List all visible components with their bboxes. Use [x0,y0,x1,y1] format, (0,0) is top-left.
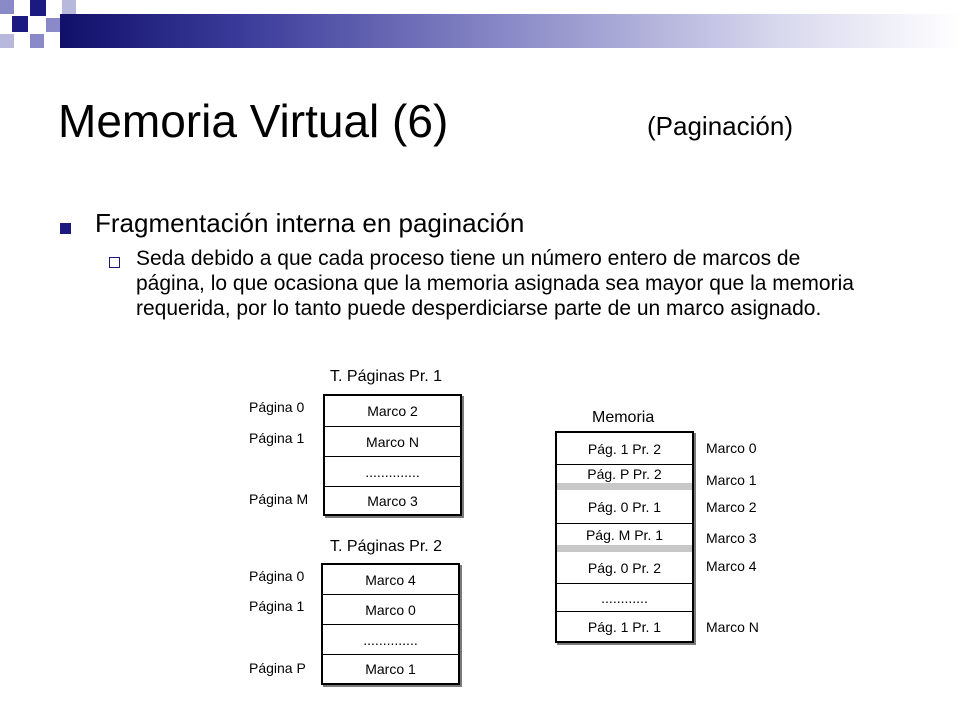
memory-cell: ............ [557,583,692,611]
table-cell: Marco 3 [325,486,460,514]
memory-cell: Pág. P Pr. 2 [557,464,692,483]
frame-label: Marco 4 [706,558,757,574]
memory-cell: Pág. 0 Pr. 2 [587,559,662,576]
decor-square-5 [46,18,60,32]
header-gradient-band [60,14,960,48]
page-table-1-title: T. Páginas Pr. 1 [330,368,443,385]
memory-cell: Pág. M Pr. 1 [557,523,692,545]
bullet-text: Fragmentación interna en paginación [95,208,525,238]
frame-label: Marco 3 [706,530,757,546]
decor-square-2 [30,0,46,16]
table-cell: Marco N [325,426,460,456]
row-label: Página M [249,491,309,507]
row-label: Página 1 [249,430,305,446]
decor-square-7 [30,34,44,48]
sub-bullet-text: Seda debido a que cada proceso tiene un número entero de marcos de página, lo que ocasiona que la memoria asignada sea mayor que la memoria requerida, por lo tanto puede desperdiciarse parte de un marco asignado. [136,247,854,320]
slide-title: Memoria Virtual (6) [58,95,449,147]
row-label: Página 0 [249,399,305,415]
table-cell: Marco 1 [323,654,458,683]
row-label: Página P [249,660,306,676]
memory-cell: Pág. 1 Pr. 2 [587,440,662,457]
frame-label: Marco N [706,619,759,635]
decor-square-6 [0,34,14,48]
table-cell: Marco 0 [323,594,458,624]
decor-square-4 [12,16,28,32]
slide-subtitle: (Paginación) [647,111,793,141]
memory-block [555,431,694,643]
memory-title: Memoria [592,409,655,426]
table-cell: Marco 4 [365,571,416,588]
table-cell: .............. [325,456,460,486]
decor-square-1 [0,0,14,14]
bullet-square-icon [60,223,71,234]
table-cell: Marco 2 [367,403,418,419]
wasted-space [557,483,692,490]
frame-label: Marco 2 [706,499,757,515]
row-label: Página 1 [249,598,305,614]
decor-square-3 [62,0,76,14]
sub-bullet-box-icon [109,257,120,268]
table-cell: .............. [323,624,458,654]
row-label: Página 0 [249,568,305,584]
frame-label: Marco 0 [706,440,757,456]
memory-cell: Pág. 0 Pr. 1 [587,498,662,515]
frame-label: Marco 1 [706,472,757,488]
wasted-space [557,545,692,552]
page-table-2 [321,563,460,685]
page-table-1 [323,394,462,516]
memory-cell: Pág. 1 Pr. 1 [557,611,692,641]
page-table-2-title: T. Páginas Pr. 2 [330,538,443,555]
